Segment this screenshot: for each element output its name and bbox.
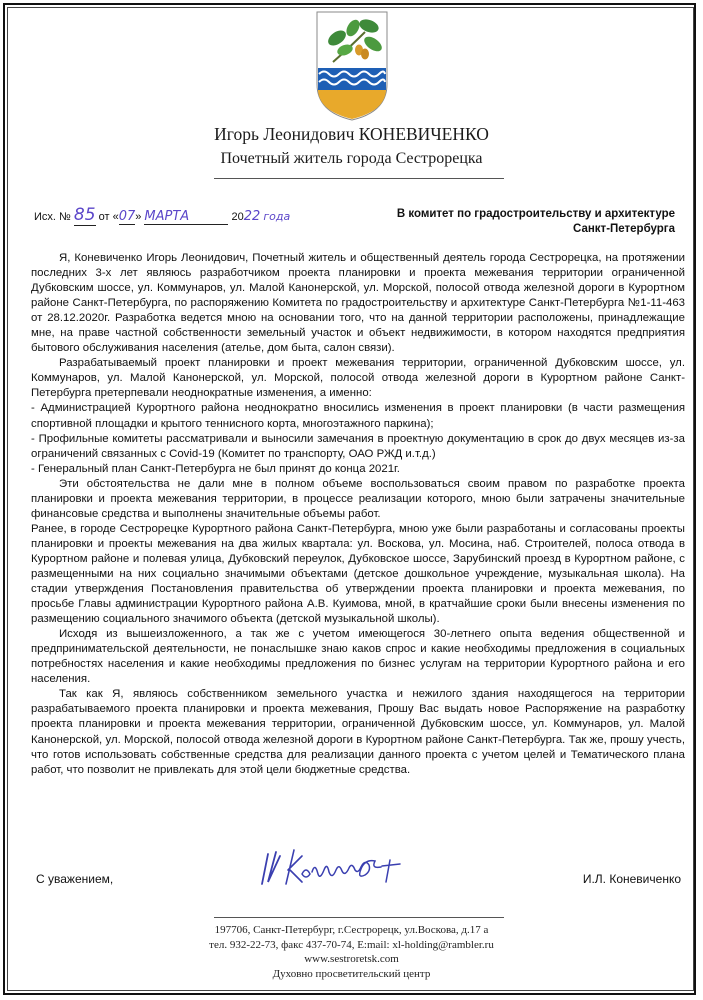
paragraph: Эти обстоятельства не дали мне в полном объеме воспользоваться своим правом по разработке проекта планировки и проекта межевания территории, в процессе реализации которого, мною были затрачены значительные финансовые средства и выполнены значительные объемы работ. bbox=[31, 477, 685, 520]
list-item: - Генеральный план Санкт-Петербурга не был принят до конца 2021г. bbox=[31, 462, 400, 475]
ref-month-field bbox=[144, 209, 228, 225]
reference-line bbox=[34, 205, 290, 226]
letter-body bbox=[31, 251, 685, 778]
paragraph: Ранее, в городе Сестрорецке Курортного района Санкт-Петербурга, мною уже были разработаны и согласованы проекты планировки и проекты межевания на два жилых квартала: ул. Воскова, ул. Мосина, наб. Строителей, полоса отвода в Курортном районе и полевая улица, Дубковский переулок, Дубковское шоссе, Зарубинский проезд в Курортном районе, с размещенными на них социально значимыми объектами (детское дошкольное учреждение, музыкальная школа). На стадии утверждения Постановления правительства об утверждении проекта планировки и проекта межевания, по просьбе Главы администрации Курортного района А.В. Куимова, мной, в кратчайшие сроки были внесены изменения по размещению социального значимого объекта (детской музыкальной школы). bbox=[31, 522, 685, 626]
list-item: - Администрацией Курортного района неоднократно вносились изменения в проект планировки (в части размещения спортивной площадки и крытого теннисного корта, многоэтажного паркина); bbox=[31, 402, 685, 430]
ref-year-suffix: 22 bbox=[243, 209, 261, 224]
sender-title: Почетный житель города Сестрорецка bbox=[220, 150, 483, 167]
list-item: - Профильные комитеты рассматривали и выносили замечания в проектную документацию в срок до двух месяцев из-за ограничений связанных с Covid-19 (Комитет по транспорту, ОАО РЖД и.т.д.) bbox=[31, 432, 685, 460]
closing-text: С уважением, bbox=[36, 872, 114, 886]
paragraph: Разрабатываемый проект планировки и проект межевания территории, ограниченной Дубковским шоссе, ул. Коммунаров, ул. Малой Канонерской, ул. Морской, полосой отвода железной дороги в Курортном районе Санкт-Петербурга претерпевали неоднократные изменения, а именно: bbox=[31, 357, 685, 400]
ref-number: 85 bbox=[73, 205, 96, 225]
coat-of-arms-icon bbox=[313, 10, 391, 122]
footer-website[interactable]: www.sestroretsk.com bbox=[304, 953, 399, 965]
ref-day-field bbox=[119, 209, 136, 225]
footer-contacts: тел. 932-22-73, факс 437-70-74, E:mail: xl-holding@rambler.ru bbox=[209, 938, 494, 951]
paragraph: Исходя из вышеизложенного, а так же с учетом имеющегося 30-летнего опыта ведения общественной и предпринимательской деятельности, не понаслышке знаю каков спрос и какие необходимы предложения в социальных потребностях населения и какие необходимы предложения по бизнес услугам на территории Курортного района и его населения. bbox=[31, 628, 685, 686]
addressee-line-2: Санкт-Петербурга bbox=[573, 223, 675, 235]
ref-number-field bbox=[74, 205, 96, 226]
ref-year-word: года bbox=[263, 210, 291, 223]
ref-year-prefix: 20 bbox=[231, 211, 244, 223]
footer-address: 197706, Санкт-Петербург, г.Сестрорецк, ул.Воскова, д.17 а bbox=[214, 924, 489, 936]
footer bbox=[0, 923, 703, 981]
footer-divider bbox=[214, 917, 504, 918]
addressee-block bbox=[397, 207, 675, 237]
paragraph: Я, Коневиченко Игорь Леонидович, Почетный житель и общественный деятель города Сестрорецка, на протяжении последних 3-х лет являюсь разработчиком проекта планировки и проекта межевания территории ограниченной Дубковским шоссе, ул. Коммунаров, ул. Малой Канонерской, ул. Морской, полосой отвода железной дороги в Курортном районе Санкт-Петербурга, по распоряжению Комитета по градостроительству и архитектуре Санкт-Петербурга №1-11-463 от 28.12.2020г. Разработка ведется мною на основании того, что на данной территории расположены, принадлежащие мне, на праве частной собственности земельный участок и объект недвижимости, в котором находятся предприятия бытового обслуживания населения (ателье, дом быта, салон связи). bbox=[31, 252, 685, 355]
addressee-line-1: В комитет по градостроительству и архитектуре bbox=[396, 208, 675, 220]
sender-name: Игорь Леонидович КОНЕВИЧЕНКО bbox=[214, 124, 489, 144]
paragraph: Так как Я, являюсь собственником земельного участка и нежилого здания находящегося на территории разрабатываемого проекта планировки и проекта межевания, Прошу Вас выдать новое Распоряжение на разработку проекта планировки и проекта межевания территории, ограниченной Дубковским шоссе, ул. Коммунаров, ул. Малой Канонерской, ул. Морской, полосой отвода железной дороги в Курортном районе Санкт-Петербурга. Так же, прошу учесть, что готов использовать собственные средства для реализации данного проекта с учетом целей и Тематического плана работ, что позволит не привлекать для этой цели бюджетные средства. bbox=[31, 688, 685, 776]
footer-org: Духовно просветительский центр bbox=[272, 967, 431, 980]
header-divider bbox=[214, 178, 504, 179]
ref-month: МАРТА bbox=[144, 209, 190, 224]
ref-from: от « bbox=[98, 211, 119, 223]
ref-prefix: Исх. № bbox=[34, 211, 71, 223]
ref-close-quote: » bbox=[135, 211, 142, 223]
signer-name: И.Л. Коневиченко bbox=[582, 872, 681, 886]
signature-icon bbox=[250, 840, 420, 892]
ref-day: 07 bbox=[118, 209, 136, 224]
